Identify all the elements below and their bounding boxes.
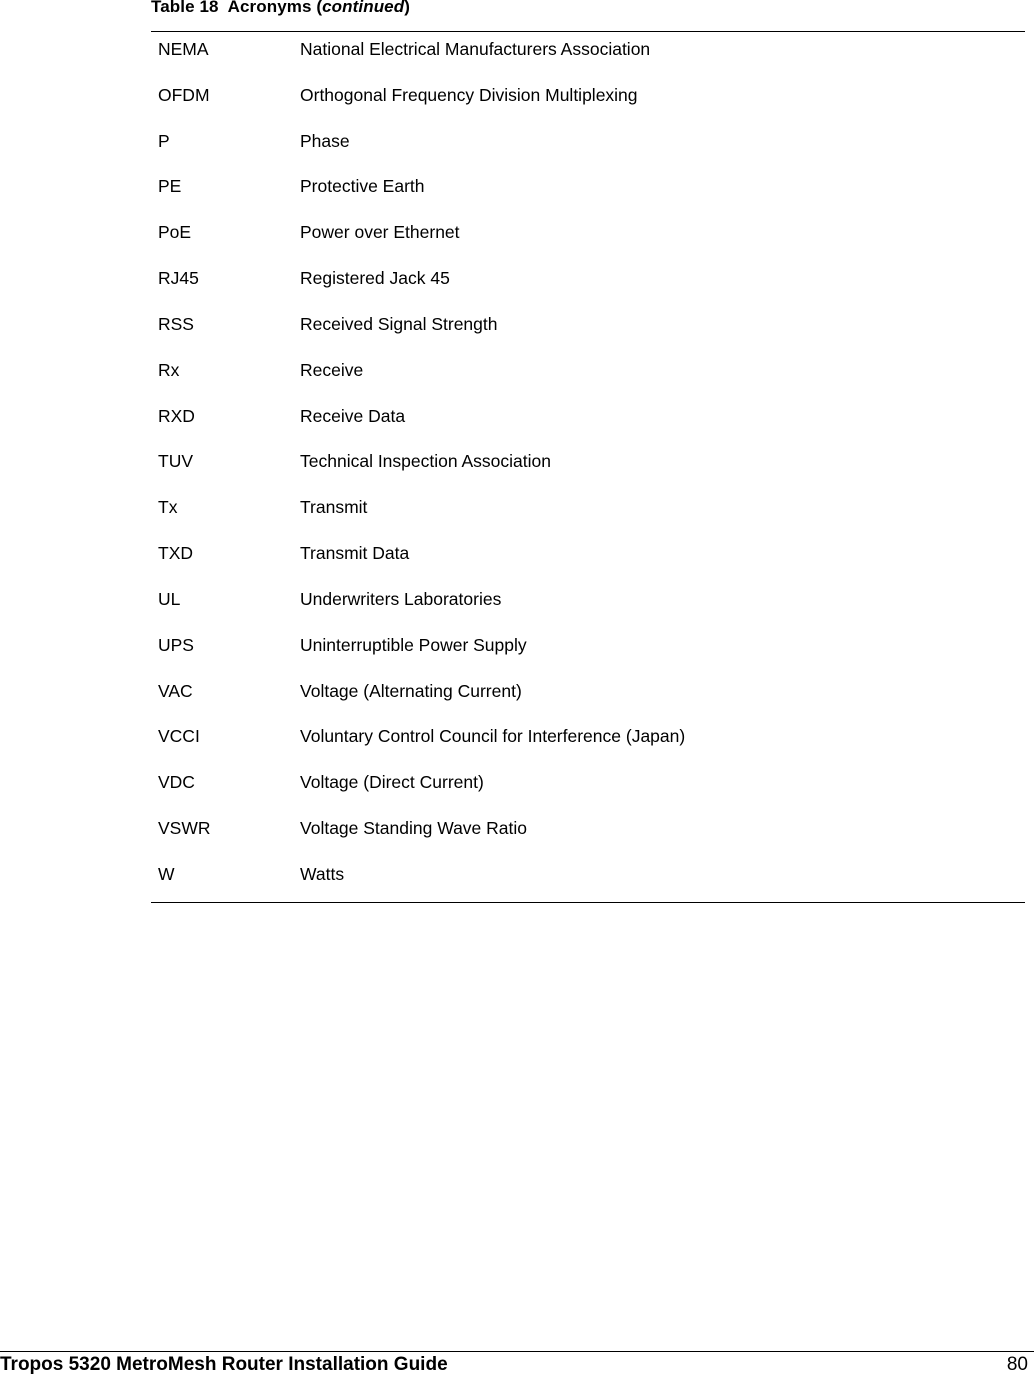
acronym-cell: VAC xyxy=(158,680,193,701)
table-row xyxy=(158,359,1018,405)
acronym-cell: P xyxy=(158,130,170,151)
table-row xyxy=(158,680,1018,726)
acronym-cell: W xyxy=(158,863,175,884)
footer-document-title: Tropos 5320 MetroMesh Router Installation Guide xyxy=(0,1354,448,1375)
acronym-cell: PoE xyxy=(158,222,192,243)
acronym-cell: VCCI xyxy=(158,726,200,747)
table-row xyxy=(158,38,1018,84)
table-row xyxy=(158,450,1018,496)
table-row xyxy=(158,267,1018,313)
acronym-cell: UPS xyxy=(158,634,194,655)
acronym-cell: RSS xyxy=(158,313,194,334)
definition-cell: Registered Jack 45 xyxy=(300,268,450,289)
table-row xyxy=(158,405,1018,451)
definition-cell: Power over Ethernet xyxy=(300,222,460,243)
definition-cell: Voltage Standing Wave Ratio xyxy=(300,818,527,839)
definition-cell: Technical Inspection Association xyxy=(300,451,551,472)
definition-cell: Watts xyxy=(300,863,345,884)
acronym-cell: RJ45 xyxy=(158,268,199,289)
definition-cell: Receive Data xyxy=(300,405,406,426)
acronym-cell: RXD xyxy=(158,405,195,426)
definition-cell: Uninterruptible Power Supply xyxy=(300,634,527,655)
table-row xyxy=(158,588,1018,634)
table-row xyxy=(158,634,1018,680)
acronym-cell: OFDM xyxy=(158,84,210,105)
table-caption-title: Acronyms ( xyxy=(227,0,323,16)
table-row xyxy=(158,771,1018,817)
footer-page-number: 80 xyxy=(1006,1354,1028,1375)
acronym-cell: Rx xyxy=(158,359,180,380)
footer-rule xyxy=(0,1351,1034,1352)
definition-cell: Received Signal Strength xyxy=(300,313,498,334)
acronym-cell: NEMA xyxy=(158,39,209,59)
definition-cell: Voltage (Direct Current) xyxy=(300,772,484,793)
acronym-cell: Tx xyxy=(158,497,178,518)
acronym-cell: TUV xyxy=(158,451,193,472)
acronym-cell: TXD xyxy=(158,543,193,564)
definition-cell: Transmit Data xyxy=(300,543,410,564)
table-top-rule xyxy=(151,31,1025,32)
acronym-cell: PE xyxy=(158,176,182,197)
table-caption-label: Table 18 xyxy=(151,0,219,16)
table-row xyxy=(158,221,1018,267)
acronyms-table xyxy=(158,38,1018,909)
table-caption-continued: continued xyxy=(322,0,405,16)
table-caption-close: ) xyxy=(404,0,410,16)
table-caption xyxy=(151,0,410,17)
table-bottom-rule xyxy=(151,902,1025,903)
table-row xyxy=(158,725,1018,771)
definition-cell: Transmit xyxy=(300,497,368,518)
table-row xyxy=(158,175,1018,221)
table-row xyxy=(158,313,1018,359)
acronym-cell: VSWR xyxy=(158,818,211,839)
definition-cell: Receive xyxy=(300,359,364,380)
definition-cell: Voltage (Alternating Current) xyxy=(300,680,522,701)
acronym-cell: VDC xyxy=(158,772,195,793)
definition-cell: Underwriters Laboratories xyxy=(300,588,502,609)
table-row xyxy=(158,130,1018,176)
acronym-cell: UL xyxy=(158,588,181,609)
definition-cell: Orthogonal Frequency Division Multiplexing xyxy=(300,84,638,105)
table-row xyxy=(158,496,1018,542)
definition-cell: National Electrical Manufacturers Association xyxy=(300,39,651,59)
table-row xyxy=(158,542,1018,588)
definition-cell: Phase xyxy=(300,130,350,151)
definition-cell: Voluntary Control Council for Interference (Japan) xyxy=(300,726,686,747)
definition-cell: Protective Earth xyxy=(300,176,425,197)
table-row xyxy=(158,84,1018,130)
table-row xyxy=(158,817,1018,863)
